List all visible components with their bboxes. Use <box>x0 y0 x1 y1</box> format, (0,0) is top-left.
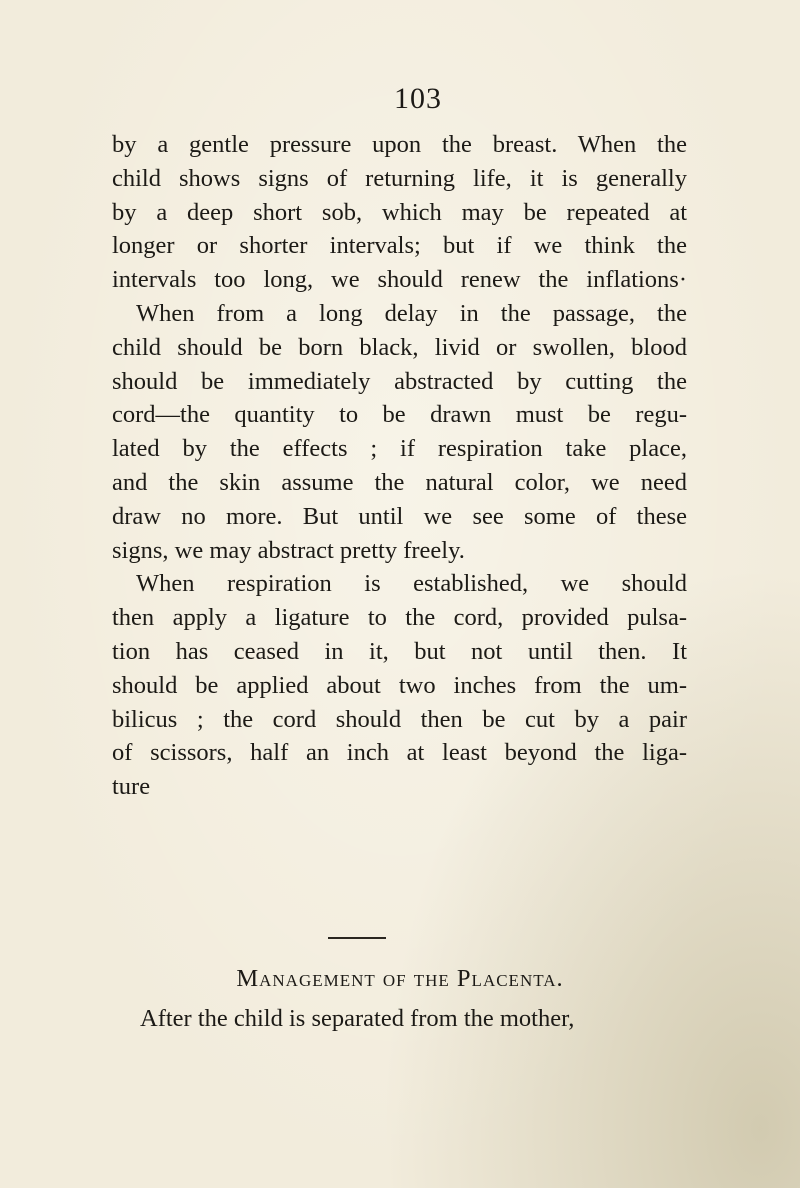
text-line: bilicus ; the cord should then be cut by a pair <box>112 705 687 733</box>
text-line: and the skin assume the natural color, we need <box>112 468 687 496</box>
section-heading: Management of the Placenta. <box>236 965 564 992</box>
text-line: child shows signs of returning life, it is generally <box>112 164 687 192</box>
text-line: should be applied about two inches from the um- <box>112 671 687 699</box>
text-line: should be immediately abstracted by cutting the <box>112 367 687 395</box>
page-number: 103 <box>394 82 442 115</box>
text-line: draw no more. But until we see some of these <box>112 502 687 530</box>
text-line: longer or shorter intervals; but if we think the <box>112 232 687 260</box>
text-line: intervals too long, we should renew the inflations· <box>112 266 687 294</box>
text-line: After the child is separated from the mother, <box>140 1005 575 1032</box>
text-line: When respiration is established, we should <box>136 570 687 598</box>
text-line: lated by the effects ; if respiration take place, <box>112 435 687 463</box>
text-line: When from a long delay in the passage, the <box>136 299 687 327</box>
text-line: tion has ceased in it, but not until then. It <box>112 637 687 665</box>
text-line: cord—the quantity to be drawn must be regu- <box>112 401 687 429</box>
text-line: child should be born black, livid or swollen, blood <box>112 333 687 361</box>
section-divider <box>328 937 386 939</box>
text-line: by a deep short sob, which may be repeated at <box>112 198 687 226</box>
text-line: of scissors, half an inch at least beyond the liga- <box>112 739 687 767</box>
text-line: then apply a ligature to the cord, provided pulsa- <box>112 604 687 632</box>
text-line: ture <box>112 773 151 801</box>
text-line: by a gentle pressure upon the breast. When the <box>112 131 687 158</box>
text-line: signs, we may abstract pretty freely. <box>112 536 465 564</box>
body-paragraph <box>112 128 687 804</box>
